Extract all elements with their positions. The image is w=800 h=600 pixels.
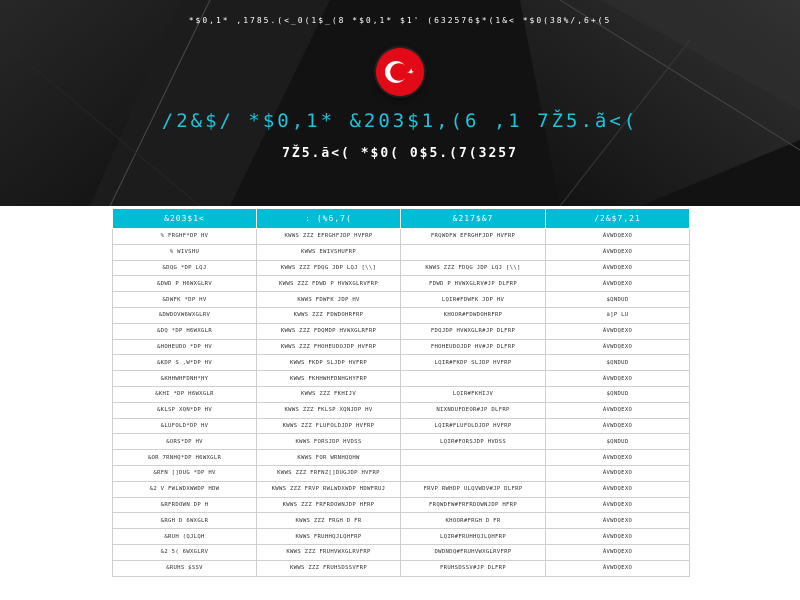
cell-location: ÃVWDQEXO (546, 371, 690, 387)
cell-company: &HOHEUDO *DP HV (113, 339, 257, 355)
column-header-location: /2&$7,21 (546, 209, 690, 229)
cell-company: &2 5( 6WXGLRV (113, 544, 257, 560)
cell-website[interactable]: KWWS ZZZ FRUHSDSSVFRP (257, 560, 401, 576)
cell-website[interactable]: KWWS ZZZ FRUHVWXGLRVFRP (257, 544, 401, 560)
page-title: /2&$/ *$0,1* &203$1,(6 ,1 7Ž5.ã<( (161, 110, 639, 132)
cell-location: ÃVWDQEXO (546, 339, 690, 355)
table-row (113, 465, 690, 481)
cell-website[interactable]: KWWS ZZZ FLUFOLDJDP HVFRP (257, 418, 401, 434)
cell-contact[interactable]: FRUHSDSSV#JP DLFRP (401, 560, 546, 576)
cell-contact[interactable]: FDWD P HVWXGLRV#JP DLFRP (401, 276, 546, 292)
table-row (113, 450, 690, 466)
table-row (113, 418, 690, 434)
cell-company: &ORS*DP HV (113, 434, 257, 450)
cell-contact[interactable]: FRQWDFW EFRGHFJDP HVFRP (401, 229, 546, 245)
cell-website[interactable]: KWWS FDWFK JDP HV (257, 292, 401, 308)
cell-website[interactable]: KWWS ZZZ FKLSP XQNJDP HV (257, 402, 401, 418)
cell-company: &RUHS $SSV (113, 560, 257, 576)
cell-location: $QNDUD (546, 386, 690, 402)
cell-location: ÃVWDQEXO (546, 418, 690, 434)
cell-company: &KLSP XQN*DP HV (113, 402, 257, 418)
cell-website[interactable]: KWWS ZZZ FRVP RWLWDXWDP HDWFRUJ (257, 481, 401, 497)
cell-website[interactable]: KWWS ZZZ FDQG JDP LQJ [\\] (257, 260, 401, 276)
cell-company: &DQ *DP H6WXGLR (113, 323, 257, 339)
table-row (113, 529, 690, 545)
table-row (113, 386, 690, 402)
cell-company: &KDP S ,W*DP HV (113, 355, 257, 371)
cell-website[interactable]: KWWS ZZZ FHOHEUDOJDP HVFRP (257, 339, 401, 355)
cell-location: $QNDUD (546, 292, 690, 308)
cell-contact[interactable]: DWDNDQ#FRUHVWXGLRVFRP (401, 544, 546, 560)
cell-contact[interactable]: LQIR#FKDP SLJDP HVFRP (401, 355, 546, 371)
cell-company: &RFRDOWN DP H (113, 497, 257, 513)
hero-tagline: *$0,1* ,1785.(<_0(1$_(8 *$0,1* $1' (632576$*(1&< *$0(38%/,6+(5 (188, 16, 612, 25)
cell-contact[interactable]: FRVP RWHDP ULQVWDV#JP DLFRP (401, 481, 546, 497)
table-row (113, 544, 690, 560)
cell-website[interactable]: KWWS FRUHHQJLQHFRP (257, 529, 401, 545)
hero-banner (0, 0, 800, 206)
cell-contact[interactable]: LQIR#FORSJDP HVDSS (401, 434, 546, 450)
table-row (113, 276, 690, 292)
cell-website[interactable]: KWWS FORSJDP HVDSS (257, 434, 401, 450)
cell-company: &RUH (QJLQH (113, 529, 257, 545)
cell-website[interactable]: KWWS ZZZ FKHIJV (257, 386, 401, 402)
table-body (113, 229, 690, 577)
cell-contact[interactable]: NIXNDUFDEOR#JP DLFRP (401, 402, 546, 418)
cell-contact (401, 450, 546, 466)
cell-location: ÃVWDQEXO (546, 481, 690, 497)
cell-company: &RFN []DUG *DP HV (113, 465, 257, 481)
table-row (113, 244, 690, 260)
table-row (113, 307, 690, 323)
cell-company: &KHHWHFDNH*HY (113, 371, 257, 387)
cell-company: % WIVSHU (113, 244, 257, 260)
cell-contact[interactable]: FRQWDFW#FRFRDOWNJDP HFRP (401, 497, 546, 513)
column-header-website: : (%6,7( (257, 209, 401, 229)
cell-company: &DWDOVW6WXGLRV (113, 307, 257, 323)
cell-website[interactable]: KWWS ZZZ FDQMDP HVWXGLRFRP (257, 323, 401, 339)
cell-location: ÃVWDQEXO (546, 497, 690, 513)
table-row (113, 497, 690, 513)
table-row (113, 513, 690, 529)
cell-location: ÃVWDQEXO (546, 276, 690, 292)
companies-table-container (112, 208, 689, 577)
cell-contact[interactable]: LQIR#FKHIJV (401, 386, 546, 402)
cell-company: &KHI *DP H6WXGLR (113, 386, 257, 402)
cell-location: ÃVWDQEXO (546, 513, 690, 529)
cell-location: ÃVWDQEXO (546, 402, 690, 418)
cell-website[interactable]: KWWS ZZZ FDWD P HVWXGLRVFRP (257, 276, 401, 292)
cell-contact[interactable]: LQIR#FDWFK JDP HV (401, 292, 546, 308)
table-row (113, 229, 690, 245)
companies-table (112, 208, 690, 577)
table-row (113, 355, 690, 371)
cell-contact[interactable]: LQIR#FRUHHQJLQHFRP (401, 529, 546, 545)
cell-location: ã]P LU (546, 307, 690, 323)
cell-contact (401, 465, 546, 481)
cell-contact[interactable]: KWWS ZZZ FDQG JDP LQJ [\\] (401, 260, 546, 276)
table-row (113, 560, 690, 576)
cell-location: ÃVWDQEXO (546, 229, 690, 245)
hero-background (0, 0, 800, 206)
cell-website[interactable]: KWWS FKDP SLJDP HVFRP (257, 355, 401, 371)
cell-contact (401, 244, 546, 260)
cell-contact (401, 371, 546, 387)
table-row (113, 323, 690, 339)
cell-company: &2 V FWLWDXWWDP HDW (113, 481, 257, 497)
table-header-row (113, 209, 690, 229)
cell-company: &LUFOLD*DP HV (113, 418, 257, 434)
cell-location: ÃVWDQEXO (546, 560, 690, 576)
turkey-flag-icon (376, 48, 424, 96)
table-row (113, 402, 690, 418)
cell-company: &DWD P H6WXGLRV (113, 276, 257, 292)
table-row (113, 260, 690, 276)
cell-location: ÃVWDQEXO (546, 260, 690, 276)
cell-website[interactable]: KWWS EWIVSHUFRP (257, 244, 401, 260)
cell-location: ÃVWDQEXO (546, 544, 690, 560)
cell-website[interactable]: KWWS ZZZ FDWDOHRFRP (257, 307, 401, 323)
cell-location: ÃVWDQEXO (546, 529, 690, 545)
cell-website[interactable]: KWWS ZZZ FRFRDOWNJDP HFRP (257, 497, 401, 513)
table-row (113, 339, 690, 355)
cell-location: $QNDUD (546, 434, 690, 450)
table-row (113, 481, 690, 497)
cell-website[interactable]: KWWS FKHHWHFDNHGHYFRP (257, 371, 401, 387)
table-row (113, 292, 690, 308)
cell-company: &RGH D 6WXGLR (113, 513, 257, 529)
cell-company: &DWFK *DP HV (113, 292, 257, 308)
cell-contact[interactable]: FDQJDP HVWXGLR#JP DLFRP (401, 323, 546, 339)
table-row (113, 434, 690, 450)
column-header-contact: &217$&7 (401, 209, 546, 229)
cell-location: $QNDUD (546, 355, 690, 371)
column-header-company: &203$1< (113, 209, 257, 229)
cell-contact[interactable]: KHOOR#FDWDOHRFRP (401, 307, 546, 323)
cell-company: &DQG *DP LQJ (113, 260, 257, 276)
cell-location: ÃVWDQEXO (546, 465, 690, 481)
cell-location: ÃVWDQEXO (546, 244, 690, 260)
cell-website[interactable]: KWWS ZZZ FRFNZ[]DUGJDP HVFRP (257, 465, 401, 481)
page-subtitle: 7Ž5.ã<( *$0( 0$5.(7(3257 (282, 146, 518, 161)
cell-website[interactable]: KWWS ZZZ FRGH D FR (257, 513, 401, 529)
cell-location: ÃVWDQEXO (546, 323, 690, 339)
cell-contact[interactable]: KHOOR#FRGH D FR (401, 513, 546, 529)
cell-location: ÃVWDQEXO (546, 450, 690, 466)
cell-website[interactable]: KWWS FOR WRNHQQHW (257, 450, 401, 466)
cell-website[interactable]: KWWS ZZZ EFRGHFJDP HVFRP (257, 229, 401, 245)
cell-company: &OR 7RNHQ*DP H6WXGLR (113, 450, 257, 466)
cell-contact[interactable]: LQIR#FLUFOLDJDP HVFRP (401, 418, 546, 434)
cell-company: % FRGHF*DP HV (113, 229, 257, 245)
cell-contact[interactable]: FHOHEUDOJDP HV#JP DLFRP (401, 339, 546, 355)
table-row (113, 371, 690, 387)
